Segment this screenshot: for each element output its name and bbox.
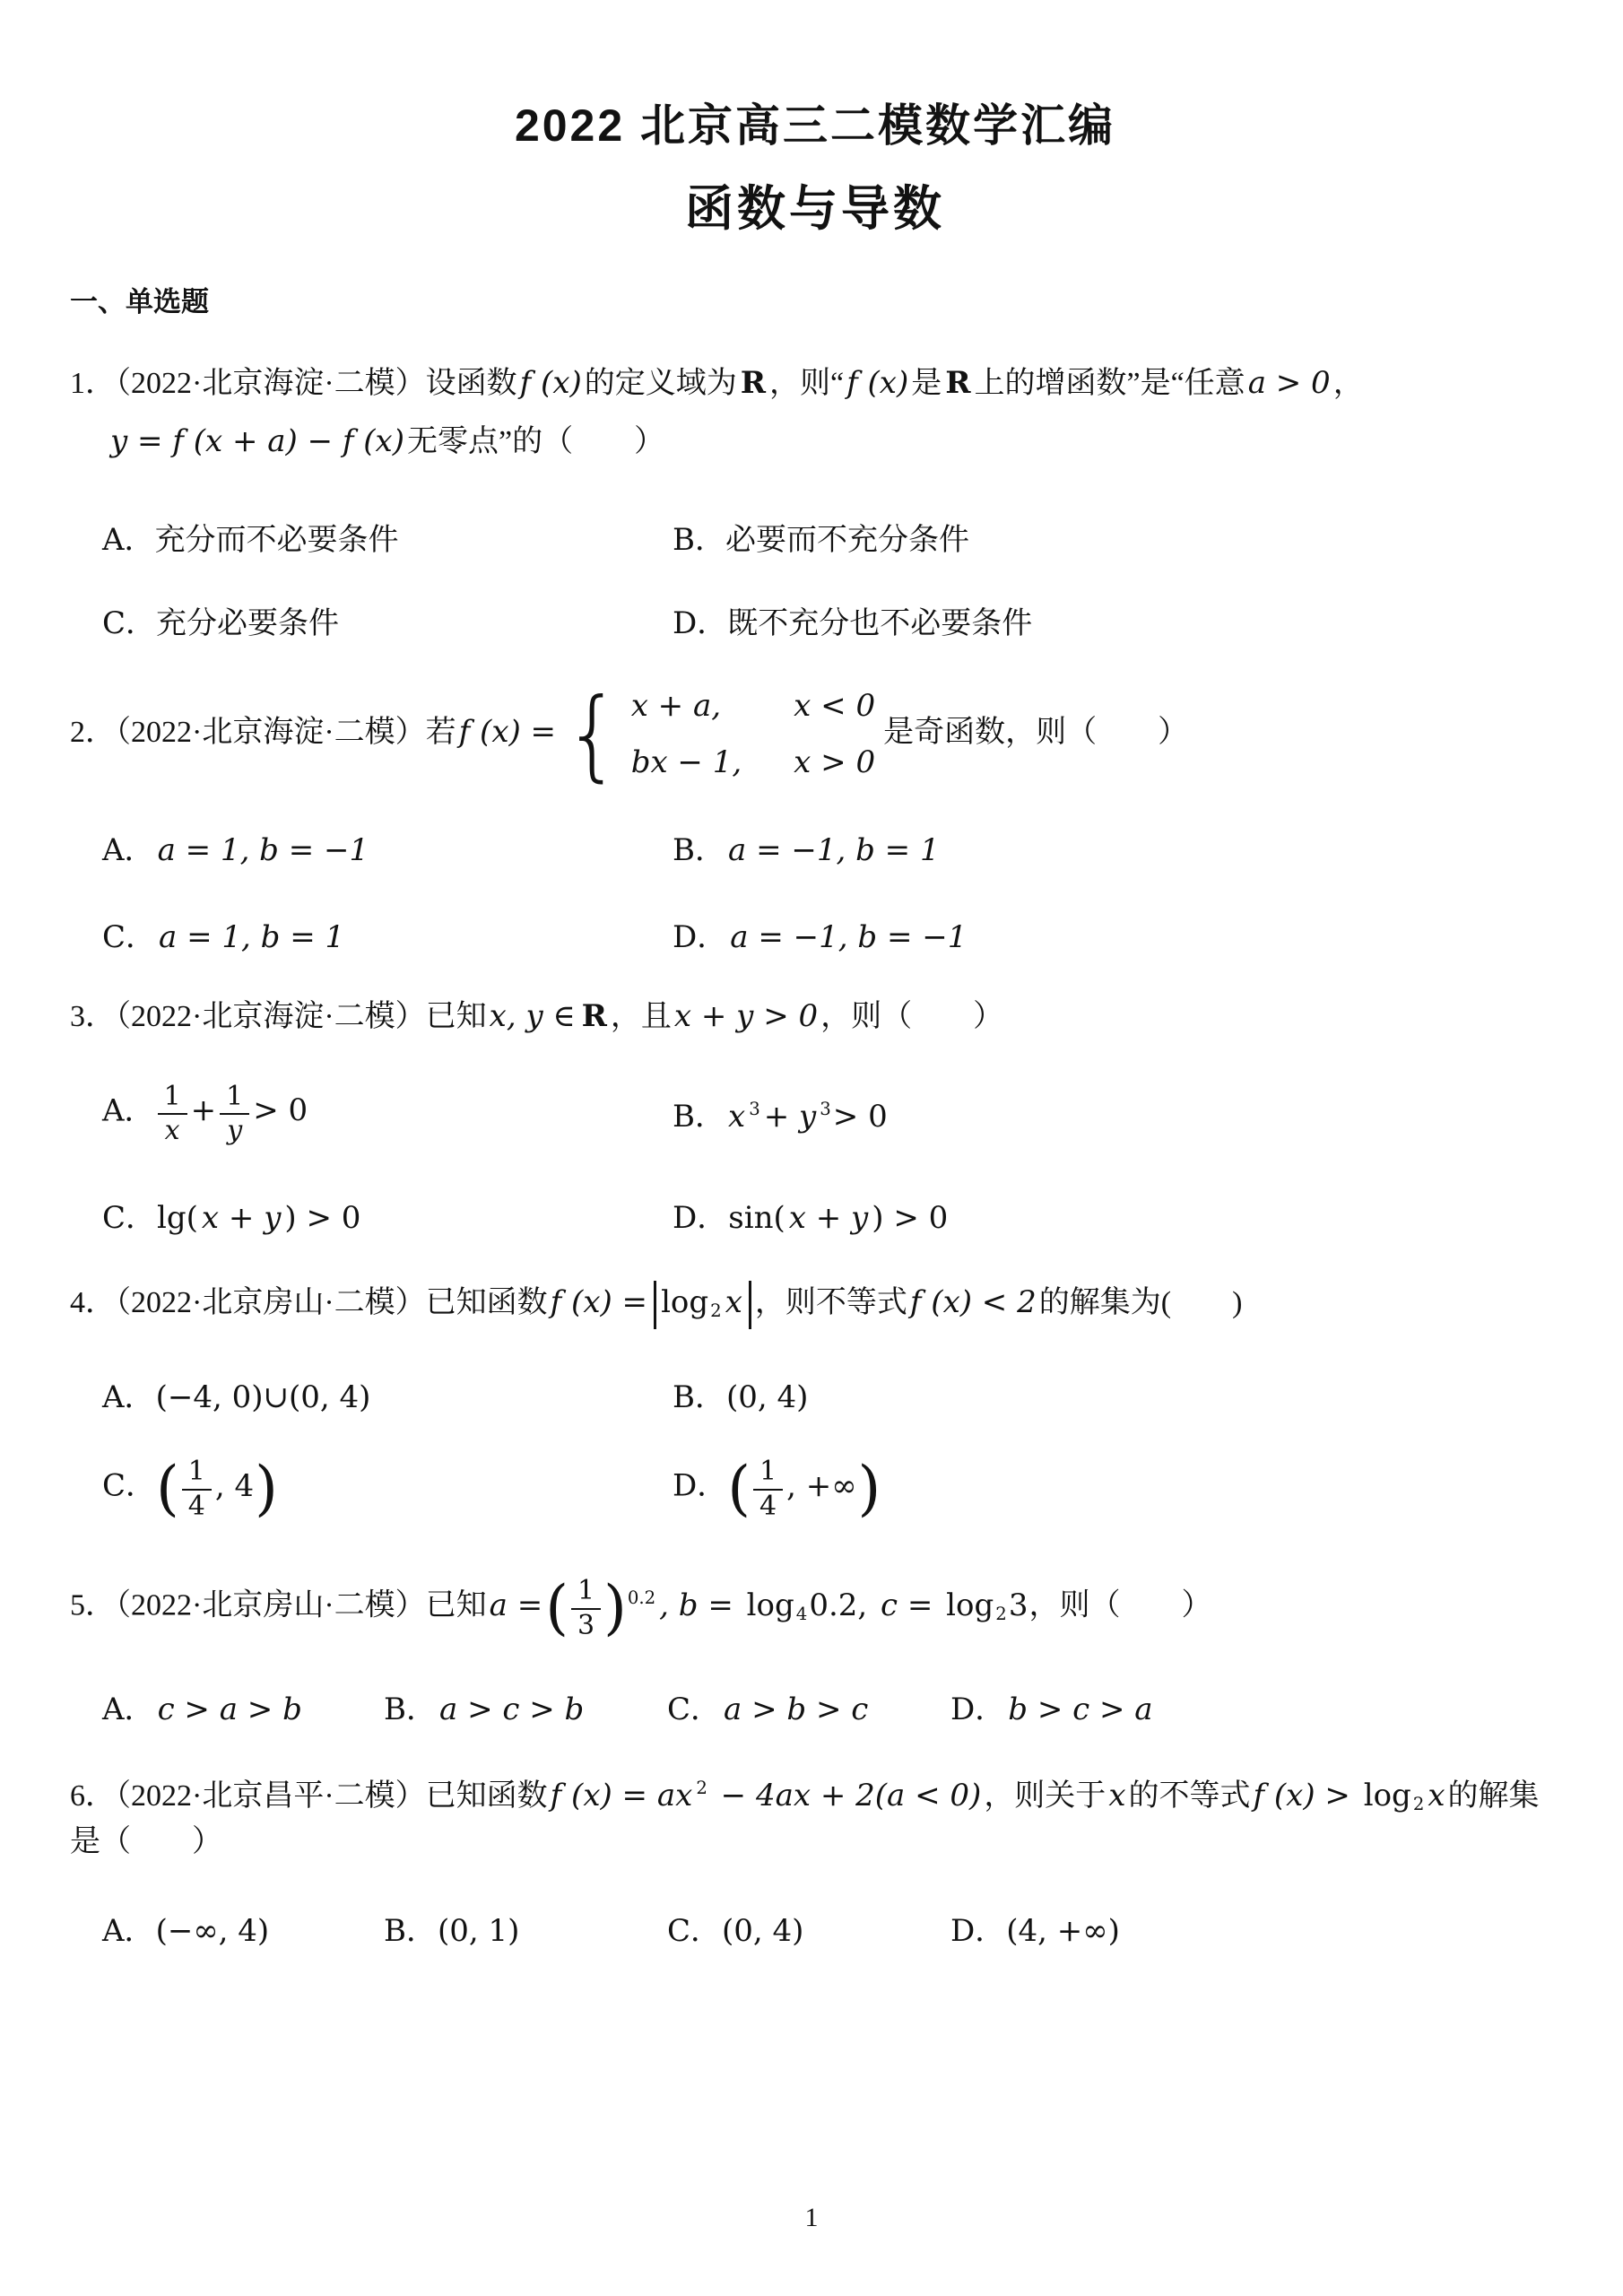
question-2-options-row-2 xyxy=(70,912,1560,956)
paren-close: ) xyxy=(857,1454,881,1524)
paren-close: ) xyxy=(255,1454,278,1524)
question-2-options-row-1 xyxy=(70,825,1560,869)
math-y-equation: y = f (x + a) − f (x) xyxy=(110,422,404,459)
option-label: B． xyxy=(673,1379,725,1416)
question-source: （2022·北京房山·二模）已知 xyxy=(116,1588,487,1622)
piecewise-cond: x < 0 xyxy=(794,687,876,724)
option-label: B． xyxy=(673,521,725,558)
page-number: 1 xyxy=(804,2203,819,2232)
question-text: 是奇函数，则（ ） xyxy=(883,715,1189,749)
question-6-text xyxy=(70,1773,1560,1865)
fraction-numerator: 1 xyxy=(571,1575,601,1610)
fraction xyxy=(158,1081,187,1146)
question-number: 4． xyxy=(70,1286,116,1320)
question-2-text xyxy=(70,675,1560,792)
option-label: D． xyxy=(950,1691,1006,1727)
question-text: 无零点”的（ ） xyxy=(406,424,665,458)
question-text: ，则不等式 xyxy=(754,1286,907,1320)
question-text: ，则“ xyxy=(769,366,845,400)
option-label: D． xyxy=(673,918,728,955)
question-5-options-row xyxy=(70,1684,1560,1728)
section-heading: 一、单选题 xyxy=(70,285,209,317)
option-A xyxy=(102,1081,673,1146)
math-inequality: f (x) < 2 xyxy=(909,1284,1037,1321)
option-math: a = −1, b = 1 xyxy=(728,831,940,868)
math-log: log xyxy=(661,1284,709,1321)
math-arg: x + y xyxy=(201,1200,282,1237)
option-text: 充分必要条件 xyxy=(156,606,340,640)
math-log: log xyxy=(946,1587,994,1623)
question-text: 的不等式 xyxy=(1128,1779,1251,1813)
option-label: A． xyxy=(102,1092,155,1129)
document-subtitle: 函数与导数 xyxy=(685,181,945,236)
option-math: c > a > b xyxy=(157,1691,302,1727)
option-B xyxy=(673,1091,1560,1135)
math-function: sin( xyxy=(728,1200,785,1237)
option-math: a > b > c xyxy=(724,1691,869,1727)
option-C xyxy=(102,1454,673,1524)
option-math: a = −1, b = −1 xyxy=(730,918,968,955)
math-log-base: 2 xyxy=(995,1603,1007,1624)
piecewise-cond: x > 0 xyxy=(794,744,876,780)
option-label: A． xyxy=(102,831,155,868)
question-1-text-line-2 xyxy=(70,419,1560,465)
math-fx: f (x) xyxy=(846,364,909,401)
option-A xyxy=(102,1906,384,1950)
math-log-base: 2 xyxy=(1412,1793,1425,1814)
question-text: 的定义域为 xyxy=(584,366,737,400)
question-1-options-row-1 xyxy=(70,515,1560,559)
question-3 xyxy=(70,994,1560,1237)
abs-bar xyxy=(654,1281,656,1329)
math-arg: x + y xyxy=(788,1200,869,1237)
math-tail: > 0 xyxy=(832,1098,888,1135)
option-D xyxy=(673,1454,1560,1524)
question-text: 的解集是（ ） xyxy=(70,1779,1540,1858)
question-1-options-row-2 xyxy=(70,598,1560,642)
question-6-options-row xyxy=(70,1906,1560,1950)
fraction-denominator: 4 xyxy=(759,1490,777,1522)
option-label: D． xyxy=(950,1912,1006,1949)
absolute-value xyxy=(650,1286,755,1319)
question-4-options-row-1 xyxy=(70,1372,1560,1416)
math-tail: > 0 xyxy=(253,1092,308,1129)
document-title: 2022 北京高三二模数学汇编 xyxy=(514,100,1116,151)
question-text: ， xyxy=(1332,366,1364,400)
option-label: B． xyxy=(384,1912,437,1949)
option-label: C． xyxy=(667,1691,722,1727)
option-D xyxy=(950,1684,1560,1728)
abs-bar xyxy=(749,1281,751,1329)
question-4 xyxy=(70,1280,1560,1524)
math-fx-equals: f (x) = ax xyxy=(550,1777,693,1813)
question-text: ，则（ ） xyxy=(1028,1588,1212,1622)
math-exponent: 3 xyxy=(820,1099,831,1120)
fraction-denominator: y xyxy=(227,1115,243,1147)
fraction xyxy=(220,1081,249,1146)
question-number: 2． xyxy=(70,715,116,749)
question-text: 上的增函数”是“任意 xyxy=(974,366,1245,400)
question-1 xyxy=(70,361,1560,642)
question-source: （2022·北京昌平·二模）已知函数 xyxy=(116,1779,548,1813)
math-a-equals: a = xyxy=(489,1587,543,1623)
question-text: ，则（ ） xyxy=(820,999,1004,1033)
paren-open: ( xyxy=(545,1573,568,1643)
option-math: (0, 1) xyxy=(438,1912,520,1949)
math-arg: x xyxy=(725,1284,742,1321)
question-2 xyxy=(70,675,1560,956)
fraction-denominator: 4 xyxy=(187,1490,205,1522)
option-A xyxy=(102,515,673,559)
math-expr: − 4ax + 2(a < 0) xyxy=(710,1777,982,1813)
math-var: + y xyxy=(763,1098,817,1135)
option-C xyxy=(102,1193,673,1237)
option-text: 必要而不充分条件 xyxy=(725,523,969,557)
question-number: 5． xyxy=(70,1588,116,1622)
math-b-equals: , b = xyxy=(659,1587,743,1623)
option-label: C． xyxy=(102,918,157,955)
option-math: (−∞, 4) xyxy=(155,1912,270,1949)
option-B xyxy=(673,1372,1560,1416)
math-function: lg( xyxy=(157,1200,198,1237)
option-label: B． xyxy=(384,1691,437,1727)
option-label: C． xyxy=(102,1467,157,1504)
option-math: a = 1, b = 1 xyxy=(159,918,345,955)
question-number: 3． xyxy=(70,999,116,1033)
math-tail: , +∞ xyxy=(786,1467,857,1504)
option-label: C． xyxy=(102,604,157,641)
question-4-options-row-2 xyxy=(70,1454,1560,1524)
option-B xyxy=(673,515,1560,559)
option-C xyxy=(667,1906,950,1950)
math-exponent: 0.2 xyxy=(627,1587,656,1609)
option-text: 既不充分也不必要条件 xyxy=(727,606,1033,640)
math-tail: ) > 0 xyxy=(284,1200,361,1237)
option-label: A． xyxy=(102,1912,155,1949)
piecewise-expr: bx − 1, xyxy=(630,744,742,780)
question-text: ，且 xyxy=(610,999,672,1033)
option-label: C． xyxy=(102,1200,157,1237)
fraction-numerator: 1 xyxy=(158,1081,187,1116)
paren-open: ( xyxy=(156,1454,179,1524)
paren-close: ) xyxy=(603,1573,627,1643)
question-5 xyxy=(70,1575,1560,1727)
math-a-gt-0: a > 0 xyxy=(1247,364,1331,401)
option-label: D． xyxy=(673,1467,728,1504)
option-D xyxy=(673,598,1560,642)
fraction xyxy=(182,1456,212,1521)
option-D xyxy=(950,1906,1560,1950)
option-label: B． xyxy=(673,831,725,868)
fraction xyxy=(753,1456,783,1521)
math-x-plus-y: x + y > 0 xyxy=(673,997,819,1034)
math-fx: f (x) xyxy=(519,364,582,401)
option-A xyxy=(102,1684,384,1728)
math-log: log xyxy=(746,1587,794,1623)
option-math: (0, 4) xyxy=(726,1379,809,1416)
option-label: A． xyxy=(102,521,155,558)
math-arg: x xyxy=(1428,1777,1445,1813)
option-text: 充分而不必要条件 xyxy=(154,523,399,557)
question-text: 的解集为( ) xyxy=(1038,1286,1243,1320)
option-label: B． xyxy=(673,1098,725,1135)
option-math: (−4, 0)∪(0, 4) xyxy=(155,1379,371,1416)
question-number: 1． xyxy=(70,366,116,400)
option-math: a > c > b xyxy=(439,1691,585,1727)
math-R: R xyxy=(581,997,607,1034)
fraction-numerator: 1 xyxy=(182,1456,212,1491)
math-log: log xyxy=(1363,1777,1411,1813)
math-log-base: 4 xyxy=(795,1603,808,1624)
option-label: C． xyxy=(667,1912,722,1949)
option-label: A． xyxy=(102,1379,155,1416)
math-fx-equals: f (x) = xyxy=(458,713,557,750)
question-6 xyxy=(70,1773,1560,1950)
math-fx-equals: f (x) = xyxy=(550,1284,648,1321)
option-math: (4, +∞) xyxy=(1006,1912,1120,1949)
option-label: A． xyxy=(102,1691,155,1727)
math-value: 3 xyxy=(1008,1587,1028,1623)
question-text: ，则关于 xyxy=(984,1779,1107,1813)
option-C xyxy=(667,1684,950,1728)
option-math: a = 1, b = −1 xyxy=(157,831,369,868)
paren-open: ( xyxy=(727,1454,751,1524)
math-tail: , 4 xyxy=(214,1467,255,1504)
math-c-equals: c = xyxy=(881,1587,943,1623)
question-1-text-line-1 xyxy=(70,361,1560,406)
question-source: （2022·北京房山·二模）已知函数 xyxy=(116,1286,548,1320)
fraction-power xyxy=(545,1573,656,1643)
brace-icon: { xyxy=(564,675,621,792)
fraction-denominator: x xyxy=(164,1115,180,1147)
math-inequality: f (x) > xyxy=(1253,1777,1360,1813)
math-tail: ) > 0 xyxy=(872,1200,949,1237)
option-C xyxy=(102,598,673,642)
option-D xyxy=(673,912,1560,956)
fraction-numerator: 1 xyxy=(220,1081,249,1116)
question-number: 6． xyxy=(70,1779,116,1813)
math-exponent: 2 xyxy=(696,1777,707,1798)
fraction-denominator: 3 xyxy=(577,1610,595,1642)
option-B xyxy=(384,1906,667,1950)
option-math: b > c > a xyxy=(1008,1691,1153,1727)
math-R: R xyxy=(945,364,971,401)
option-B xyxy=(673,825,1560,869)
question-source: （2022·北京海淀·二模）设函数 xyxy=(116,366,517,400)
math-R: R xyxy=(740,364,767,401)
math-exponent: 3 xyxy=(749,1099,760,1120)
piecewise-rows xyxy=(629,683,878,786)
math-log-base: 2 xyxy=(710,1300,722,1321)
question-3-options-row-2 xyxy=(70,1193,1560,1237)
math-value: 0.2, xyxy=(809,1587,877,1623)
option-B xyxy=(384,1684,667,1728)
math-x: x xyxy=(1108,1777,1126,1813)
question-3-options-row-1 xyxy=(70,1081,1560,1146)
piecewise-function xyxy=(564,675,878,792)
option-label: D． xyxy=(673,1200,728,1237)
question-source: （2022·北京海淀·二模）已知 xyxy=(116,999,487,1033)
question-source: （2022·北京海淀·二模）若 xyxy=(116,715,456,749)
option-A xyxy=(102,1372,673,1416)
question-text: 是 xyxy=(911,366,942,400)
option-C xyxy=(102,912,673,956)
option-D xyxy=(673,1193,1560,1237)
option-label: D． xyxy=(673,604,728,641)
math-plus: + xyxy=(190,1092,217,1129)
option-math: (0, 4) xyxy=(722,1912,804,1949)
math-var: x xyxy=(728,1098,746,1135)
question-4-text xyxy=(70,1280,1560,1329)
piecewise-expr: x + a, xyxy=(630,687,722,724)
fraction xyxy=(571,1575,601,1640)
math-xy-in: x, y ∈ xyxy=(489,997,576,1034)
question-5-text xyxy=(70,1573,1560,1643)
option-A xyxy=(102,825,673,869)
question-3-text xyxy=(70,994,1560,1039)
fraction-numerator: 1 xyxy=(753,1456,783,1491)
